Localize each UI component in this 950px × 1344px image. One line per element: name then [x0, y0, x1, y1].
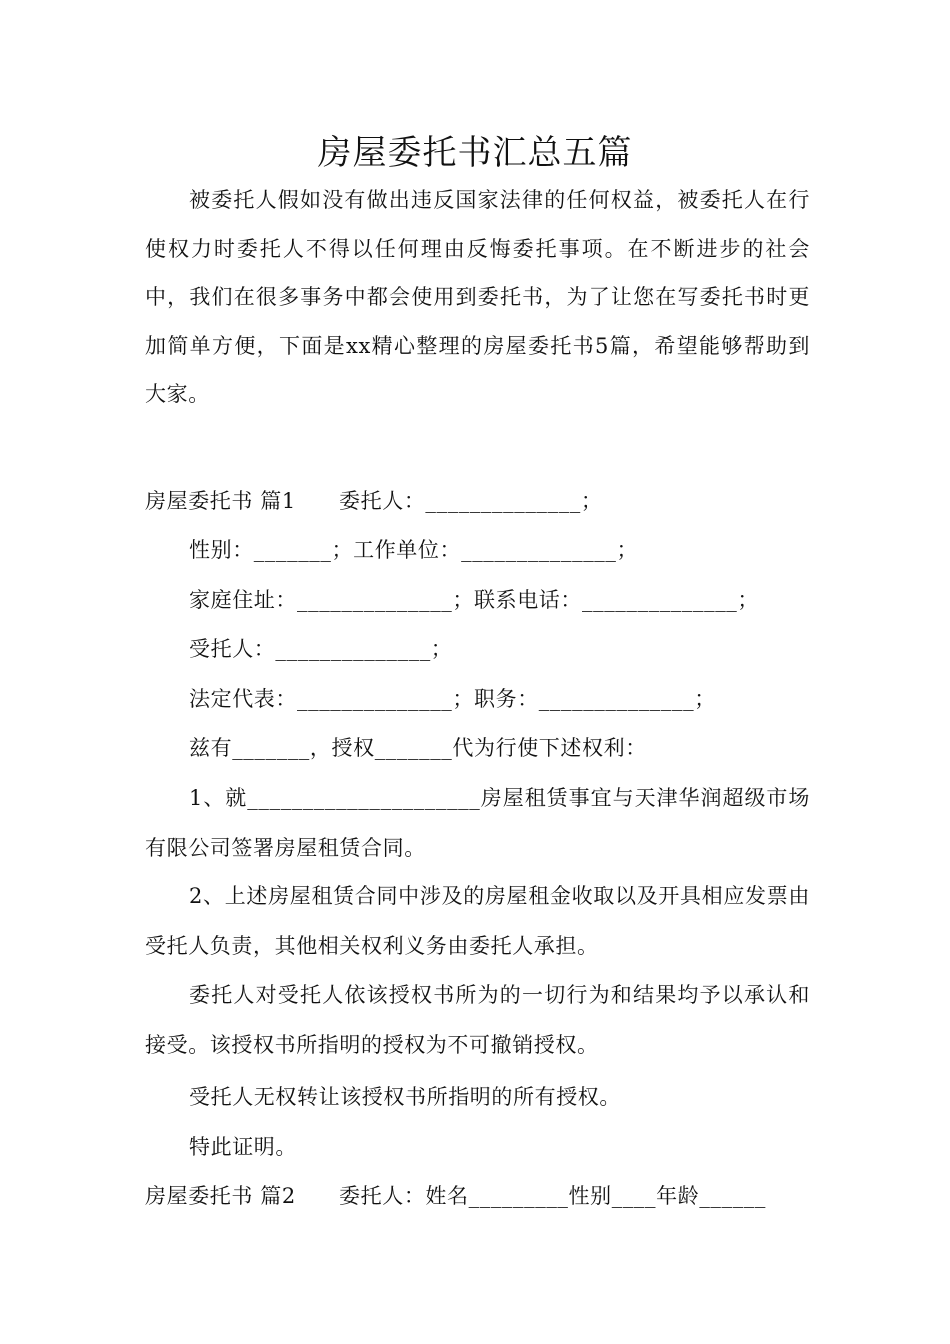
authorization-line: 兹有_______，授权_______代为行使下述权利： [189, 736, 647, 760]
document-title: 房屋委托书汇总五篇 [317, 133, 633, 173]
section2-heading-line: 房屋委托书 篇2 委托人：姓名_________性别____年龄______ [145, 1184, 766, 1208]
legal-representative-line: 法定代表：______________；职务：______________； [189, 687, 716, 711]
section1-heading-line: 房屋委托书 篇1 委托人：______________； [145, 489, 603, 513]
address-phone-line: 家庭住址：______________；联系电话：______________； [189, 588, 759, 612]
certify-line: 特此证明。 [189, 1135, 297, 1159]
acknowledge-paragraph: 委托人对受托人依该授权书所为的一切行为和结果均予以承认和接受。该授权书所指明的授权为不可撤销授权。 [145, 983, 810, 1057]
gender-employer-line: 性别：_______；工作单位：______________； [189, 538, 639, 562]
intro-paragraph: 被委托人假如没有做出违反国家法律的任何权益，被委托人在行使权力时委托人不得以任何理由反悔委托事项。在不断进步的社会中，我们在很多事务中都会使用到委托书，为了让您在写委托书时更加简单方便，下面是xx精心整理的房屋委托书5篇，希望能够帮助到大家。 [145, 188, 810, 406]
agent-line: 受托人：______________； [189, 637, 453, 661]
clause-item-2: 2、上述房屋租赁合同中涉及的房屋租金收取以及开具相应发票由受托人负责，其他相关权利义务由委托人承担。 [145, 884, 810, 958]
no-transfer-line: 受托人无权转让该授权书所指明的所有授权。 [189, 1085, 621, 1109]
clause-item-1: 1、就_____________________房屋租赁事宜与天津华润超级市场有限公司签署房屋租赁合同。 [145, 786, 810, 860]
